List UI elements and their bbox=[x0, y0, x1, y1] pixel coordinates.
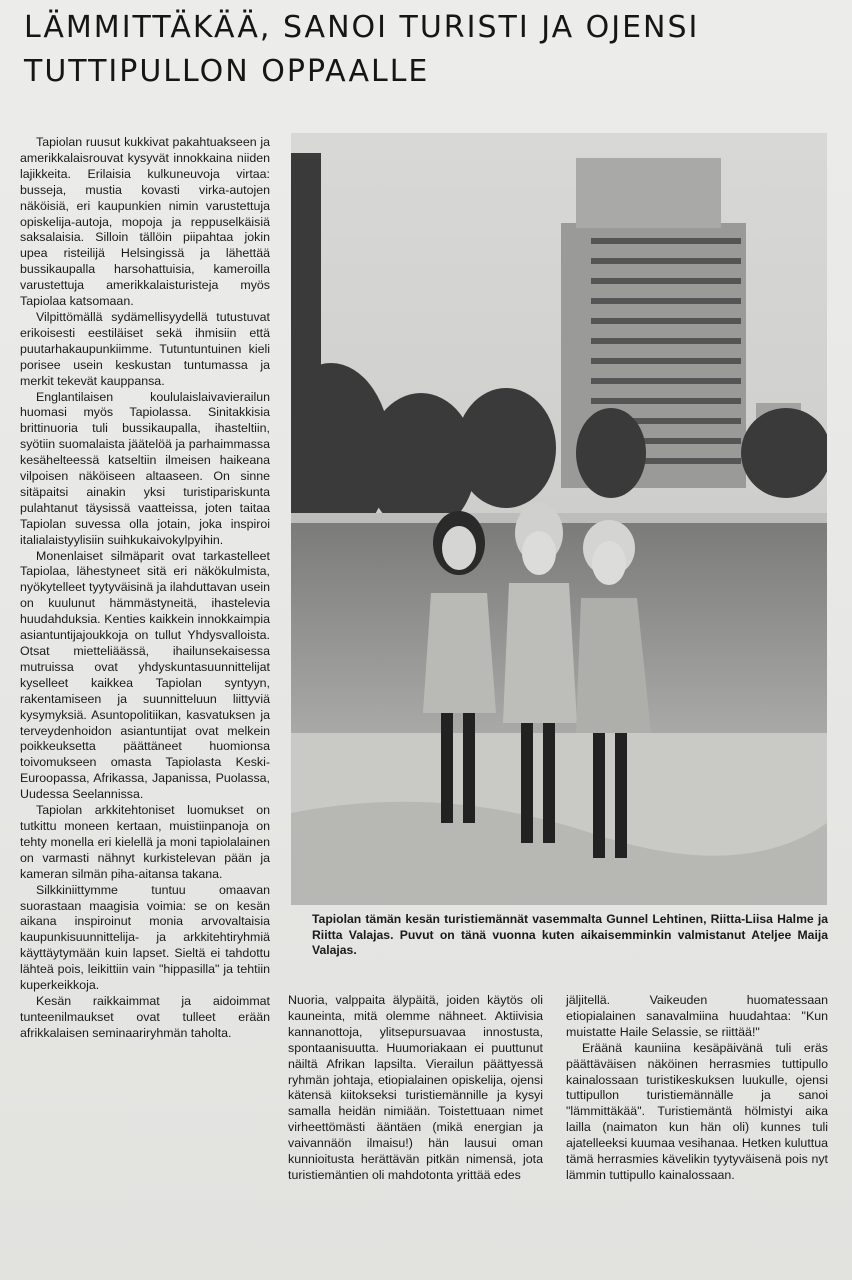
headline-line-2: TUTTIPULLON OPPAALLE bbox=[24, 54, 430, 89]
photo-caption: Tapiolan tämän kesän turistiemännät vasemmalta Gunnel Lehtinen, Riitta-Liisa Halme ja Riitta Valajas. Puvut on tänä vuonna kuten aikaisemminkin valmistanut Ateljee Maija Valajas. bbox=[312, 912, 828, 958]
bottom-right-column bbox=[566, 993, 828, 1184]
bottom-middle-column bbox=[288, 993, 543, 1184]
bottom-right-paragraph-2: Eräänä kauniina kesäpäivänä tuli eräs päättäväisen näköinen herrasmies tuttipullo kainalossaan turistikeskuksen luukulle, ojensi tuttipullon turistiemännälle ja sanoi "lämmittäkää". Turistiemäntä hölmistyi aika lailla (naimaton kun hän oli) kunnes tuli ajatelleeksi kuumaa vesihanaa. Hetken kuluttua tämä herrasmies kävelikin tyytyväisenä pois nyt lämmin tuttipullo kainalossaan. bbox=[566, 1040, 828, 1182]
paragraph-5: Tapiolan arkkitehtoniset luomukset on tutkittu moneen kertaan, muistiinpanoja on tehty monella eri kielellä ja moni tapiolalainen on varmasti nähnyt kurkistelevan pään ja kameran silmän piha-aitansa takana. bbox=[20, 803, 270, 881]
paragraph-4: Monenlaiset silmäparit ovat tarkastelleet Tapiolaa, lähestyneet sitä eri näkökulmista, nyökytelleet tyytyväisinä ja ilahduttavan usein on kuulunut hämmästyneitä, ihastelevia huudahduksia. Kenties kaikkein innokkaimpia asiantuntijajoukkoja on tullut Yhdysvalloista. Otsat mietteliäässä, ihailunsekaisessa mutruissa ovat yhdyskuntasuunnittelijat kyselleet kaikkea Tapiolan syntyyn, rakentamiseen ja suunnitteluun liittyviä kysymyksiä. Asuntopolitiikan, kasvatuksen ja terveydenhoidon asiantuntijat ovat melkein poikkeuksetta päättäneet huomionsa toivomukseen omasta Tapiolasta Keski-Euroopassa, Afrikassa, Japanissa, Puolassa, Uudessa Seelannissa. bbox=[20, 548, 270, 802]
article-photo bbox=[291, 133, 827, 905]
bottom-middle-paragraph: Nuoria, valppaita älypäitä, joiden käytös oli kauneinta, mitä olemme nähneet. Aktiivisia kannanottoja, ylitsepursuavaa innostusta, spontaanisuutta. Huumoriakaan ei puuttunut näiltä Afrikan lapsilta. Vierailun päättyessä ryhmän johtaja, etiopialainen opiskelija, ojensi kätensä kiitokseksi turistiemännille ja kysyi samalla heidän nimiään. Toistettuaan nimet virheettömästi ääntäen (mikä energian ja vaivannäön ilmaisu!) hän lausui oman kunnioitusta herättävän pitkän nimensä, jota turistiemäntien oli mahdotonta yrittää edes bbox=[288, 993, 543, 1182]
paragraph-7: Kesän raikkaimmat ja aidoimmat tunteenilmaukset ovat tulleet erään afrikkalaisen seminaariryhmän taholta. bbox=[20, 993, 270, 1040]
bottom-right-paragraph-1: jäljitellä. Vaikeuden huomatessaan etiopialainen sanavalmiina huudahtaa: "Kun muistatte Haile Selassie, se riittää!" bbox=[566, 993, 828, 1039]
paragraph-1: Tapiolan ruusut kukkivat pakahtuakseen ja amerikkalaisrouvat kysyvät innokkaina niiden lajikkeita. Erilaisia kulkuneuvoja virtaa: busseja, mustia kovasti virka-autojen näköisiä, eri kaupunkien nimin varustettuja opiskelija-autoja, mopoja ja reppuselkäisiä saksalaisia. Silloin tällöin piipahtaa jokin upea risteilijä Helsingissä ja lähettää bussikaupalla harsohattuisia, kameroilla varustettuja amerikkalaisturisteja myös Tapiolaa katsomaan. bbox=[20, 135, 270, 309]
headline-line-1: LÄMMITTÄKÄÄ, SANOI TURISTI JA OJENSI bbox=[24, 10, 700, 45]
left-text-column bbox=[20, 135, 270, 1042]
paragraph-3: Englantilaisen koululaislaivavierailun huomasi myös Tapiolassa. Sinitakkisia brittinuoria tuli bussikaupalla, ihasteltiin, syötiin suomalaista jäätelöä ja parhaimmassa kesähelteessä katseltiin ilmeisen haikeana vilpoisen näköiseen altaaseen. On sinne sitäpaitsi ainakin yksi turistipariskunta pulahtanut täysissä vaatteissa, joten taitaa Tapiolan suvessa olla jotain, joka inspiroi italialaistyylisiin suihkukaivokylpyihin. bbox=[20, 389, 270, 547]
paragraph-2: Vilpittömällä sydämellisyydellä tutustuvat erikoisesti eestiläiset sekä ihmisiin että puutarhakaupunkiimme. Tutuntuntuinen kieli porisee usein keskustan tuntumassa ja merkit tekevät kauppansa. bbox=[20, 309, 270, 388]
article-headline bbox=[24, 6, 834, 94]
photo-illustration bbox=[291, 133, 827, 905]
paragraph-6: Silkkiniittymme tuntuu omaavan suorastaan maagisia voimia: se on kesän aikana inspiroinut monia arvovaltaisia kaupunkisuunnittelija- ja arkkitehtiryhmiä käyttäytymään kuin lapset. Sieltä ei tahdottu lähteä pois, leikittiin vain "hippasilla" ja tehtiin kuperkeikkoja. bbox=[20, 882, 270, 993]
